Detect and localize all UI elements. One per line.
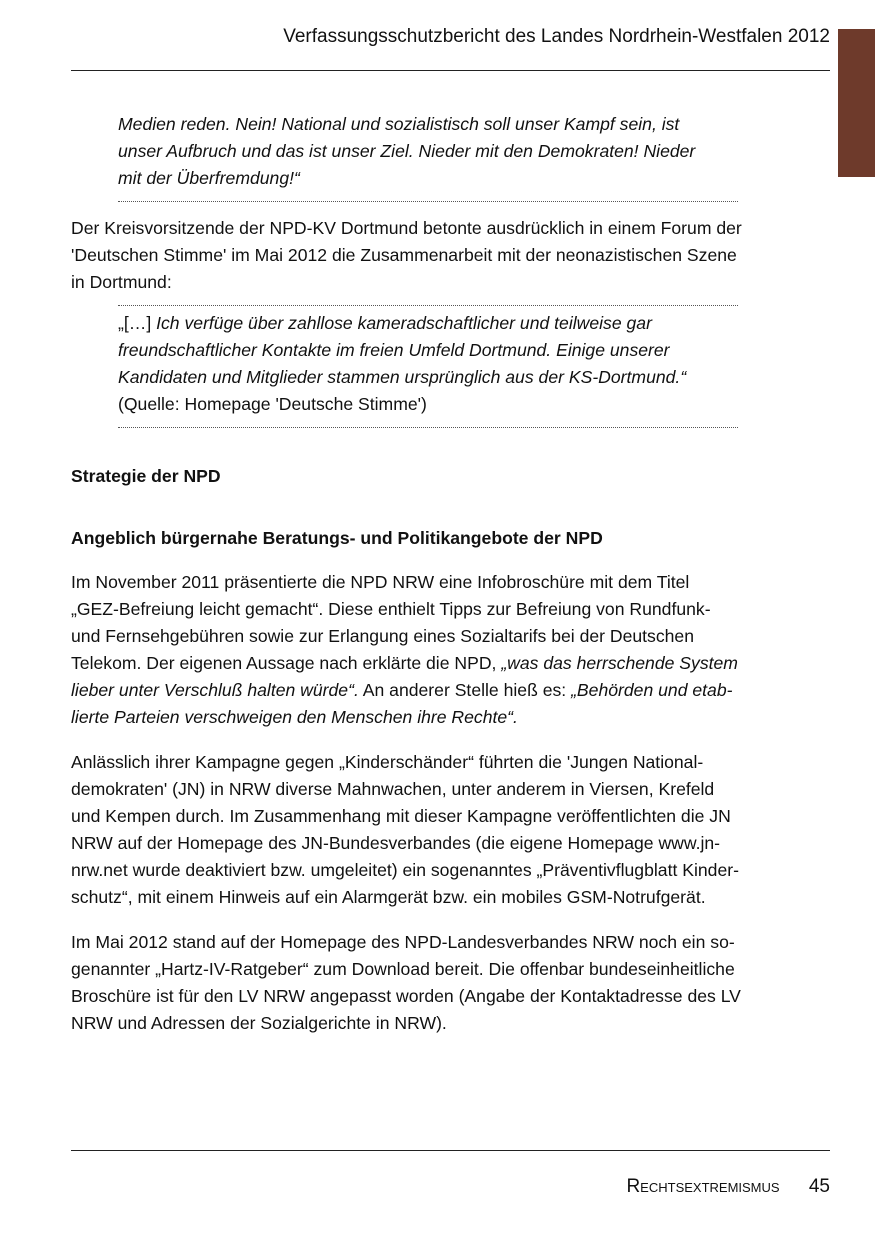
- page-body: [71, 111, 788, 1037]
- paragraph-line: Broschüre ist für den LV NRW angepasst worden (Angabe der Kontaktadresse des LV: [71, 986, 741, 1006]
- text-run: Telekom. Der eigenen Aussage nach erklärte die NPD,: [71, 653, 502, 673]
- quote-text: Ich verfüge über zahllose kameradschaftlicher und teilweise gar: [156, 313, 652, 333]
- paragraph-line: Im Mai 2012 stand auf der Homepage des NPD-Landesverbandes NRW noch ein so-: [71, 932, 735, 952]
- paragraph-line: nrw.net wurde deaktiviert bzw. umgeleitet) ein sogenanntes „Präventivflugblatt Kinder-: [71, 860, 739, 880]
- quote-line: [118, 310, 738, 337]
- paragraph: [71, 215, 788, 296]
- quote-line: mit der Überfremdung!“: [118, 168, 300, 188]
- paragraph-line: genannter „Hartz-IV-Ratgeber“ zum Download bereit. Die offenbar bundeseinheitliche: [71, 959, 735, 979]
- text-run: An anderer Stelle hieß es:: [358, 680, 572, 700]
- quote-block: [118, 111, 738, 192]
- page-footer: [626, 1175, 830, 1199]
- chapter-tab-marker: [838, 29, 875, 177]
- quote-divider: [118, 305, 738, 306]
- header-rule: [71, 70, 830, 71]
- page-number: 45: [808, 1176, 830, 1197]
- footer-section-title: Rechtsextremismus: [626, 1176, 780, 1197]
- paragraph: [71, 749, 788, 911]
- quote-block: [118, 310, 738, 418]
- footer-rule: [71, 1150, 830, 1151]
- quote-source: (Quelle: Homepage 'Deutsche Stimme'): [118, 394, 427, 414]
- quote-divider: [118, 427, 738, 428]
- paragraph-line: [71, 650, 788, 677]
- quote-line: freundschaftlicher Kontakte im freien Umfeld Dortmund. Einige unserer: [118, 340, 670, 360]
- paragraph-line: schutz“, mit einem Hinweis auf ein Alarmgerät bzw. ein mobiles GSM-Notrufgerät.: [71, 887, 706, 907]
- subsection-heading: Angeblich bürgernahe Beratungs- und Politikangebote der NPD: [71, 528, 603, 548]
- paragraph-line: und Kempen durch. Im Zusammenhang mit dieser Kampagne veröffentlichten die JN: [71, 806, 731, 826]
- paragraph-line: Anlässlich ihrer Kampagne gegen „Kinderschänder“ führten die 'Jungen National-: [71, 752, 704, 772]
- paragraph-line: Der Kreisvorsitzende der NPD-KV Dortmund betonte ausdrücklich in einem Forum der: [71, 218, 742, 238]
- paragraph-line: Im November 2011 präsentierte die NPD NRW eine Infobroschüre mit dem Titel: [71, 572, 690, 592]
- quote-line: Kandidaten und Mitglieder stammen ursprünglich aus der KS-Dortmund.“: [118, 367, 687, 387]
- quote-text: lieber unter Verschluß halten würde“.: [71, 680, 359, 700]
- paragraph-line: lierte Parteien verschweigen den Menschen ihre Rechte“.: [71, 707, 518, 727]
- paragraph-line: [71, 677, 788, 704]
- quote-line: Medien reden. Nein! National und sozialistisch soll unser Kampf sein, ist: [118, 114, 680, 134]
- quote-open: „[…]: [118, 313, 157, 333]
- paragraph-line: demokraten' (JN) in NRW diverse Mahnwachen, unter anderem in Viersen, Krefeld: [71, 779, 715, 799]
- quote-divider: [118, 201, 738, 202]
- running-header: Verfassungsschutzbericht des Landes Nordrhein-Westfalen 2012: [283, 26, 830, 47]
- paragraph-line: 'Deutschen Stimme' im Mai 2012 die Zusammenarbeit mit der neonazistischen Szene: [71, 245, 737, 265]
- paragraph: [71, 569, 788, 731]
- paragraph-line: NRW auf der Homepage des JN-Bundesverbandes (die eigene Homepage www.jn-: [71, 833, 721, 853]
- paragraph-line: in Dortmund:: [71, 272, 172, 292]
- quote-text: „Behörden und etab-: [571, 680, 733, 700]
- paragraph: [71, 929, 788, 1037]
- quote-line: unser Aufbruch und das ist unser Ziel. Nieder mit den Demokraten! Nieder: [118, 141, 696, 161]
- paragraph-line: NRW und Adressen der Sozialgerichte in NRW).: [71, 1013, 447, 1033]
- paragraph-line: „GEZ-Befreiung leicht gemacht“. Diese enthielt Tipps zur Befreiung von Rundfunk-: [71, 599, 711, 619]
- paragraph-line: und Fernsehgebühren sowie zur Erlangung eines Sozialtarifs bei der Deutschen: [71, 626, 694, 646]
- section-heading: Strategie der NPD: [71, 466, 221, 486]
- quote-text: „was das herrschende System: [501, 653, 738, 673]
